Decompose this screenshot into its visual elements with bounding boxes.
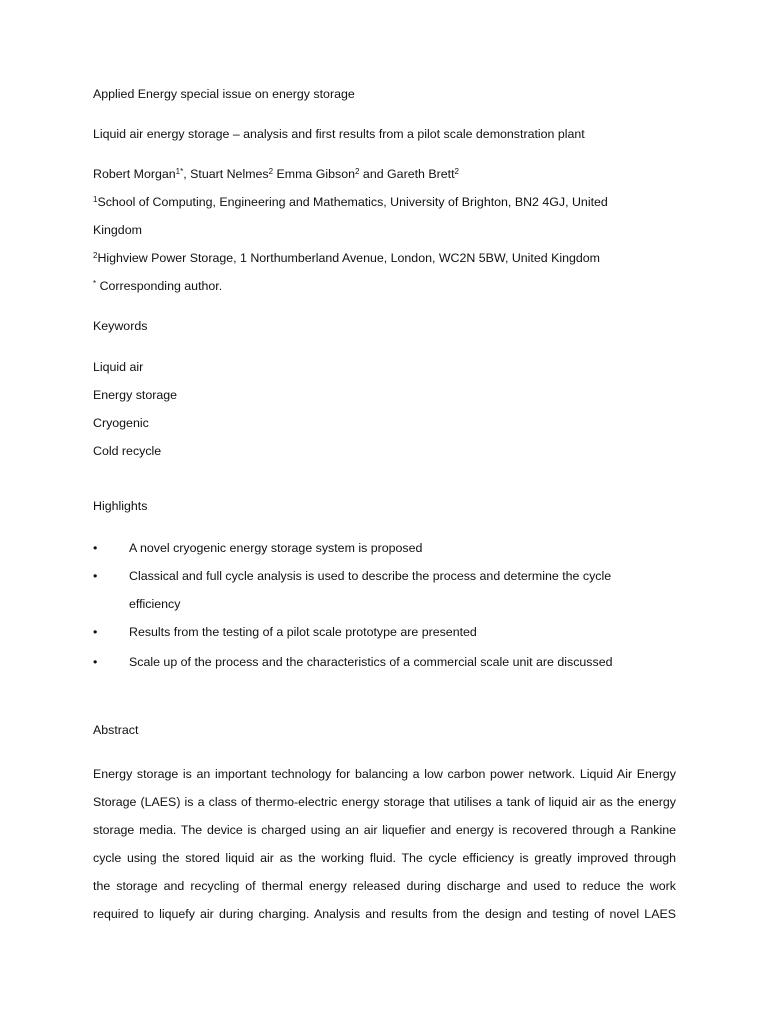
abstract-line: the storage and recycling of thermal energy released during discharge and used to reduce the work	[93, 879, 676, 893]
paper-title: Liquid air energy storage – analysis and first results from a pilot scale demonstration plant	[93, 127, 585, 141]
corresponding-author-note	[93, 278, 222, 294]
affiliation-1	[93, 194, 608, 210]
keyword-item: Cold recycle	[93, 444, 162, 458]
affiliation-1-continued: Kingdom	[93, 223, 142, 237]
author-list	[93, 166, 459, 182]
affiliation-text: School of Computing, Engineering and Mathematics, University of Brighton, BN2 4GJ, United	[97, 195, 608, 209]
abstract-line: Storage (LAES) is a class of thermo-electric energy storage that utilises a tank of liquid air as the energy	[93, 795, 676, 809]
affiliation-superscript: 2	[93, 251, 98, 260]
keyword-item: Cryogenic	[93, 416, 149, 430]
author-name: Emma Gibson	[273, 167, 356, 181]
highlight-text: Results from the testing of a pilot scale prototype are presented	[129, 625, 477, 639]
paper-page	[93, 0, 683, 1024]
author-separator: ,	[183, 167, 191, 181]
highlight-text: A novel cryogenic energy storage system is proposed	[129, 541, 423, 555]
keywords-heading: Keywords	[93, 319, 148, 333]
keyword-item: Liquid air	[93, 360, 144, 374]
affiliation-text: Highview Power Storage, 1 Northumberland Avenue, London, WC2N 5BW, United Kingdom	[97, 251, 601, 265]
author-superscript: 2	[268, 167, 274, 176]
corresponding-text: Corresponding author.	[96, 279, 223, 293]
author-name: Robert Morgan	[93, 167, 176, 181]
bullet-icon: •	[93, 655, 98, 669]
highlight-text: Classical and full cycle analysis is used to describe the process and determine the cycle	[129, 569, 612, 583]
author-superscript: 1*	[175, 167, 184, 176]
author-superscript: 2	[454, 167, 459, 176]
abstract-body	[93, 760, 676, 928]
highlight-text: Scale up of the process and the characteristics of a commercial scale unit are discussed	[129, 655, 613, 669]
abstract-line: storage media. The device is charged using an air liquefier and energy is recovered through a Rankine	[93, 823, 676, 837]
bullet-icon: •	[93, 541, 98, 555]
journal-line: Applied Energy special issue on energy storage	[93, 87, 355, 101]
author-name: Stuart Nelmes	[190, 167, 269, 181]
author-name: and Gareth Brett	[359, 167, 455, 181]
highlights-heading: Highlights	[93, 499, 148, 513]
author-superscript: 2	[355, 167, 360, 176]
abstract-heading: Abstract	[93, 723, 139, 737]
highlight-text: efficiency	[129, 597, 181, 611]
bullet-icon: •	[93, 625, 98, 639]
abstract-line: cycle using the stored liquid air as the working fluid. The cycle efficiency is greatly improved through	[93, 851, 676, 865]
abstract-line: Energy storage is an important technology for balancing a low carbon power network. Liquid Air Energy	[93, 767, 676, 781]
keyword-item: Energy storage	[93, 388, 178, 402]
affiliation-superscript: 1	[93, 195, 98, 204]
affiliation-2	[93, 250, 600, 266]
corresponding-superscript: *	[93, 279, 97, 288]
bullet-icon: •	[93, 569, 98, 583]
abstract-line: required to liquefy air during charging. Analysis and results from the design and testing of novel LAES	[93, 907, 676, 921]
